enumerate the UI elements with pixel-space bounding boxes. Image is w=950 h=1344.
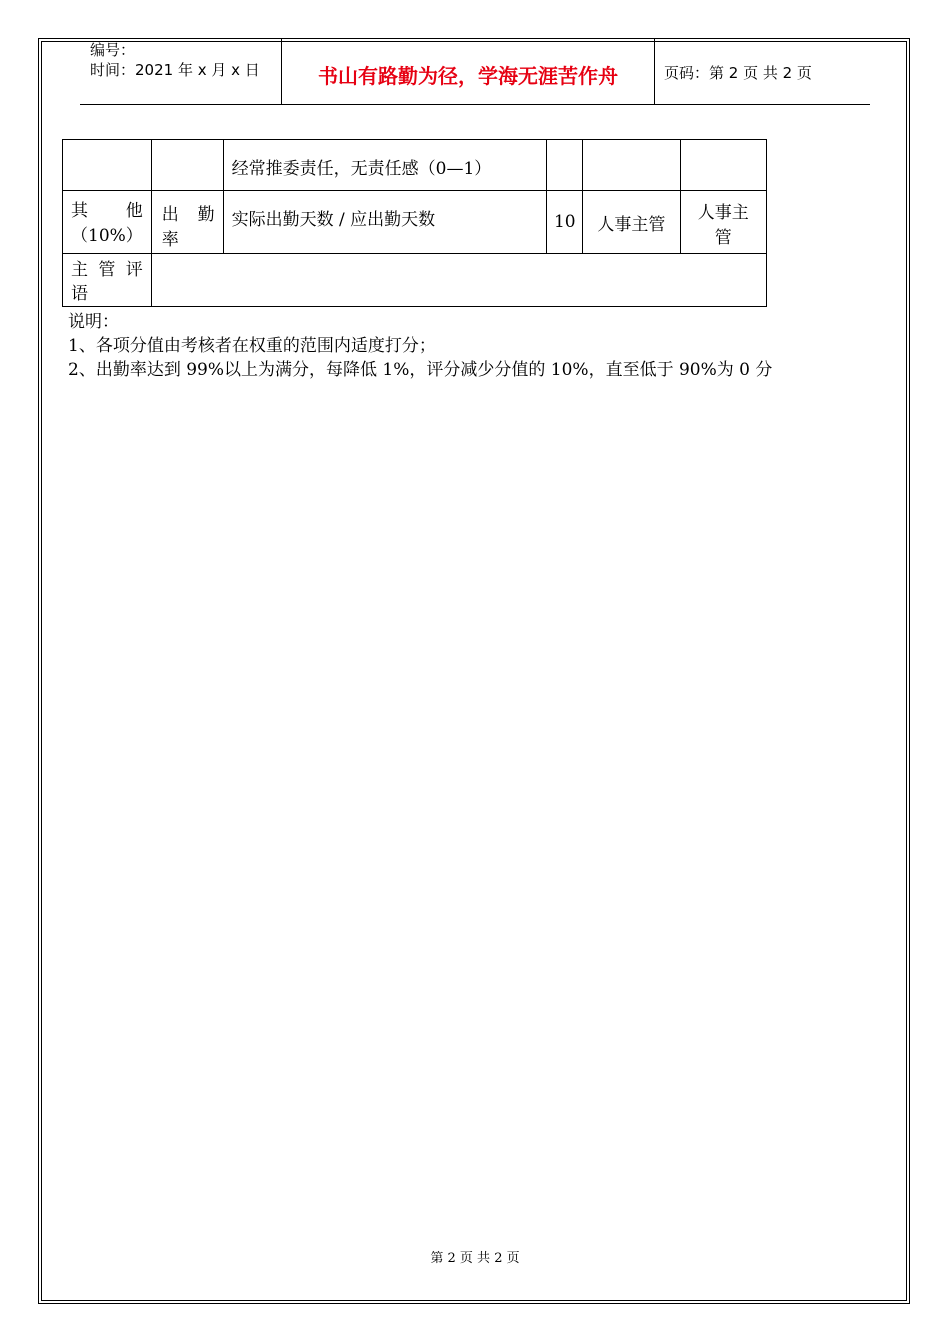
notes-item-1: 1、各项分值由考核者在权重的范围内适度打分；	[68, 336, 436, 356]
table-cell-empty	[151, 140, 223, 191]
page-footer: 第 2 页 共 2 页	[430, 1251, 520, 1266]
table-cell-empty	[583, 140, 680, 191]
category-label: 其 他	[71, 201, 143, 221]
notes-item-2: 2、出勤率达到 99%以上为满分，每降低 1%，评分减少分值的 10%，直至低于 90%为 0 分	[68, 360, 773, 380]
table-cell-empty	[63, 140, 152, 191]
comment-label-cell	[63, 254, 152, 307]
comment-label-tail: 语	[71, 284, 88, 304]
evaluation-table	[62, 139, 767, 307]
category-cell	[63, 191, 152, 254]
header-number: 编号：	[90, 41, 136, 59]
table-row	[63, 191, 767, 254]
comment-field[interactable]	[151, 254, 766, 307]
table-cell-empty	[547, 140, 583, 191]
assessor-line-1: 人事主	[697, 203, 749, 223]
assessor-line-2: 管	[714, 228, 732, 248]
criterion-cell	[223, 140, 547, 191]
score-value: 10	[553, 212, 576, 232]
table-row	[63, 140, 767, 191]
header-date: 时间：2021 年 x 月 x 日	[90, 61, 260, 79]
table-row	[63, 254, 767, 307]
score-cell	[547, 191, 583, 254]
comment-label: 主 管 评	[71, 260, 143, 280]
table-cell-empty	[680, 140, 766, 191]
header-top-rule	[80, 38, 870, 39]
assessor-cell	[680, 191, 766, 254]
header-motto: 书山有路勤为径，学海无涯苦作舟	[318, 64, 618, 88]
header-divider-right	[654, 38, 655, 104]
item-label: 出 勤	[161, 205, 215, 225]
data-provider: 人事主管	[597, 214, 666, 235]
provider-cell	[583, 191, 680, 254]
criterion-text: 实际出勤天数 / 应出勤天数	[231, 210, 436, 230]
notes-section	[68, 310, 772, 382]
notes-title: 说明：	[68, 312, 119, 332]
header-meta	[90, 40, 260, 80]
criterion-text: 经常推委责任，无责任感（0—1）	[231, 159, 492, 179]
criterion-cell	[223, 191, 547, 254]
category-weight: （10%）	[71, 226, 143, 246]
item-label-tail: 率	[161, 230, 179, 250]
header-page-number: 页码：第 2 页 共 2 页	[664, 64, 812, 82]
header-bottom-rule	[80, 104, 870, 105]
item-cell	[151, 191, 223, 254]
